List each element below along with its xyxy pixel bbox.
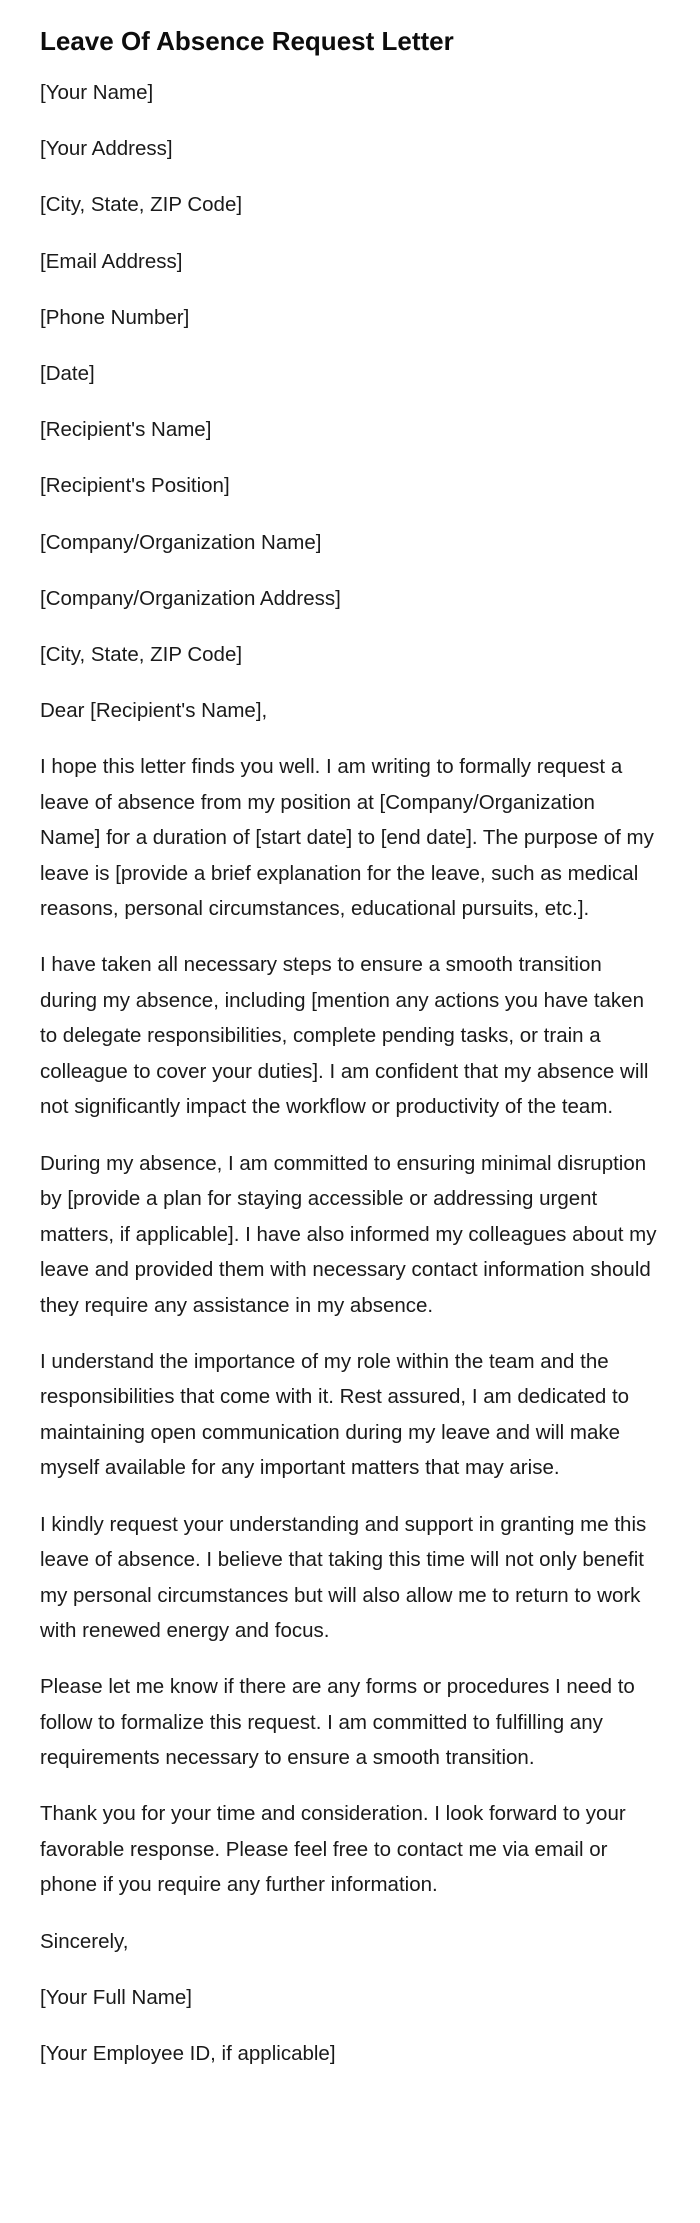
sender-block [40,75,660,729]
sender-name: [Your Name] [40,81,154,104]
body-paragraph: Thank you for your time and consideration. I look forward to your favorable response. Please feel free to contact me via email or phone if you require any further information. [40,1802,626,1897]
body-paragraph: I have taken all necessary steps to ensure a smooth transition during my absence, including [mention any actions you have taken to delegate responsibilities, complete pending tasks, or train a colleague to cover your duties]. I am confident that my absence will not significantly impact the workflow or productivity of the team. [40,953,649,1119]
body-paragraph: I hope this letter finds you well. I am writing to formally request a leave of absence from my position at [Company/Organization Name] for a duration of [start date] to [end date]. The purpose of my leave is [provide a brief explanation for the leave, such as medical reasons, personal circumstances, educational pursuits, etc.]. [40,755,654,921]
body-paragraph: I kindly request your understanding and support in granting me this leave of absence. I believe that taking this time will not only benefit my personal circumstances but will also allow me to return to work with renewed energy and focus. [40,1512,647,1642]
signature-full-name: [Your Full Name] [40,1985,192,2009]
body-paragraph: I understand the importance of my role within the team and the responsibilities that come with it. Rest assured, I am dedicated to maintaining open communication during my leave and will make myself available for any important matters that may arise. [40,1349,630,1480]
recipient-address: [Company/Organization Address] [40,586,341,610]
body-paragraph: During my absence, I am committed to ensuring minimal disruption by [provide a plan for staying accessible or addressing urgent matters, if applicable]. I have also informed my colleagues about my leave and provided them with necessary contact information should they require any assistance in my absence. [40,1151,657,1317]
recipient-name: [Recipient's Name] [40,418,212,442]
sender-city: [City, State, ZIP Code] [40,193,243,217]
recipient-company: [Company/Organization Name] [40,530,322,554]
closing: Sincerely, [40,1929,129,1953]
signature-employee-id: [Your Employee ID, if applicable] [40,2041,336,2065]
body-paragraph: Please let me know if there are any forms or procedures I need to follow to formalize this request. I am committed to fulfilling any requirements necessary to ensure a smooth transition. [40,1675,635,1770]
sender-address: [Your Address] [40,137,173,161]
salutation: Dear [Recipient's Name], [40,699,268,723]
recipient-city: [City, State, ZIP Code] [40,642,243,666]
sender-email: [Email Address] [40,249,183,273]
page-title: Leave Of Absence Request Letter [40,26,454,56]
letter-body [40,749,660,2071]
letter-date: [Date] [40,361,95,385]
recipient-position: [Recipient's Position] [40,474,230,498]
sender-phone: [Phone Number] [40,305,190,329]
